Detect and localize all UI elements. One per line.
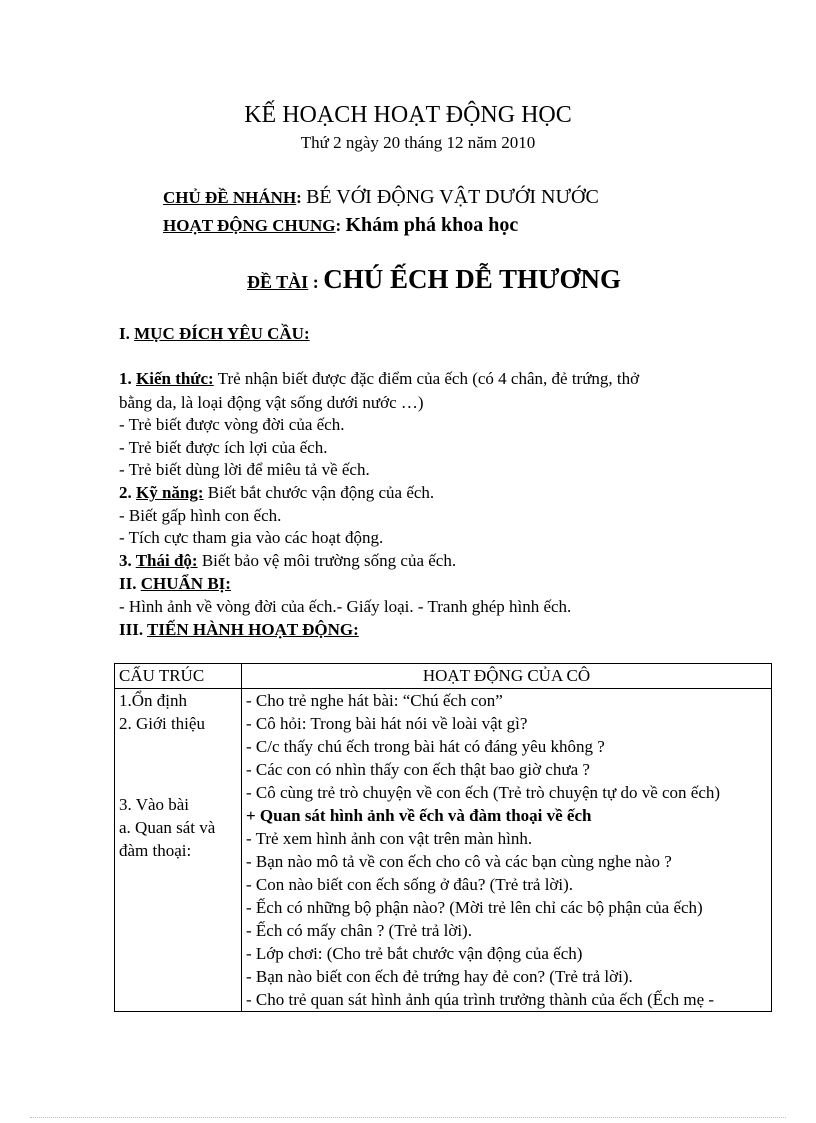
knowledge-item: - Trẻ biết được vòng đời của ếch. [119,415,345,434]
activity-line: - Bạn nào biết con ếch đẻ trứng hay đẻ con? (Trẻ trả lời). [246,967,633,986]
activity-line: - Ếch có mấy chân ? (Trẻ trả lời). [246,921,472,940]
section-3-heading: III. TIẾN HÀNH HOẠT ĐỘNG: [119,620,359,639]
topic-row: ĐỀ TÀI : CHÚ ẾCH DỄ THƯƠNG [247,264,621,294]
knowledge-item: - Trẻ biết được ích lợi của ếch. [119,438,328,457]
topic-value: CHÚ ẾCH DỄ THƯƠNG [323,264,621,294]
activity-line: - C/c thấy chú ếch trong bài hát có đáng yêu không ? [246,737,605,756]
table-header-row [115,664,772,689]
preparation-text: - Hình ảnh về vòng đời của ếch.- Giấy loại. - Tranh ghép hình ếch. [119,597,572,616]
activity-line: - Bạn nào mô tả về con ếch cho cô và các bạn cùng nghe nào ? [246,852,672,871]
section-2-heading: II. CHUẨN BỊ: [119,574,231,593]
activity-line: - Cho trẻ nghe hát bài: “Chú ếch con” [246,691,503,710]
general-activity-value: Khám phá khoa học [345,214,519,236]
general-activity-row: HOẠT ĐỘNG CHUNG: Khám phá khoa học [163,214,519,236]
lesson-date: Thứ 2 ngày 20 tháng 12 năm 2010 [300,133,536,152]
general-activity-label: HOẠT ĐỘNG CHUNG [163,216,336,235]
topic-label: ĐỀ TÀI [247,272,309,292]
attitude-line: 3. Thái độ: Biết bảo vệ môi trường sống của ếch. [119,551,457,570]
structure-item: 1.Ổn định [119,691,187,710]
skill-line: 2. Kỹ năng: Biết bắt chước vận động của ếch. [119,483,435,502]
activity-line: - Con nào biết con ếch sống ở đâu? (Trẻ trả lời). [246,875,574,894]
activity-line: - Cô hỏi: Trong bài hát nói về loài vật gì? [246,714,528,733]
skill-item: - Biết gấp hình con ếch. [119,506,282,525]
structure-item: đàm thoại: [119,841,192,860]
activity-subheading: + Quan sát hình ảnh về ếch và đàm thoại về ếch [246,806,592,825]
skill-label: Kỹ năng: [136,483,204,502]
activity-line: - Cô cùng trẻ trò chuyện về con ếch (Trẻ trò chuyện tự do về con ếch) [246,783,721,802]
activity-line: - Lớp chơi: (Cho trẻ bắt chước vận động của ếch) [246,944,583,963]
section-1-heading: I. MỤC ĐÍCH YÊU CẦU: [119,324,310,343]
column-header-structure: CẤU TRÚC [115,664,242,689]
structure-item: 3. Vào bài [119,795,190,814]
skill-item: - Tích cực tham gia vào các hoạt động. [119,528,384,547]
knowledge-line: 1. Kiến thức: Trẻ nhận biết được đặc điểm của ếch (có 4 chân, đẻ trứng, thở [119,369,640,388]
activity-line: - Ếch có những bộ phận nào? (Mời trẻ lên chỉ các bộ phận của ếch) [246,898,703,917]
knowledge-continuation: bằng da, là loại động vật sống dưới nước …) [119,393,424,412]
activity-line: - Trẻ xem hình ảnh con vật trên màn hình. [246,829,533,848]
structure-item: a. Quan sát và [119,818,216,837]
attitude-label: Thái độ: [135,551,198,570]
activity-line: - Các con có nhìn thấy con ếch thật bao giờ chưa ? [246,760,590,779]
branch-theme-label: CHỦ ĐỀ NHÁNH [163,188,297,207]
structure-cell [115,689,242,1012]
activity-table [114,663,772,1012]
column-header-teacher-activity: HOẠT ĐỘNG CỦA CÔ [242,664,772,689]
teacher-activity-cell [242,689,772,1012]
page-bottom-divider [30,1117,786,1118]
knowledge-label: Kiến thức: [136,369,214,388]
table-row [115,689,772,1012]
branch-theme-value: BÉ VỚI ĐỘNG VẬT DƯỚI NƯỚC [306,186,599,208]
structure-item: 2. Giới thiệu [119,714,205,733]
page-title: KẾ HOẠCH HOẠT ĐỘNG HỌC [244,102,572,128]
knowledge-item: - Trẻ biết dùng lời để miêu tả về ếch. [119,460,370,479]
branch-theme-row: CHỦ ĐỀ NHÁNH: BÉ VỚI ĐỘNG VẬT DƯỚI NƯỚC [163,186,599,208]
activity-line: - Cho trẻ quan sát hình ảnh qúa trình trưởng thành của ếch (Ếch mẹ - [246,990,715,1009]
